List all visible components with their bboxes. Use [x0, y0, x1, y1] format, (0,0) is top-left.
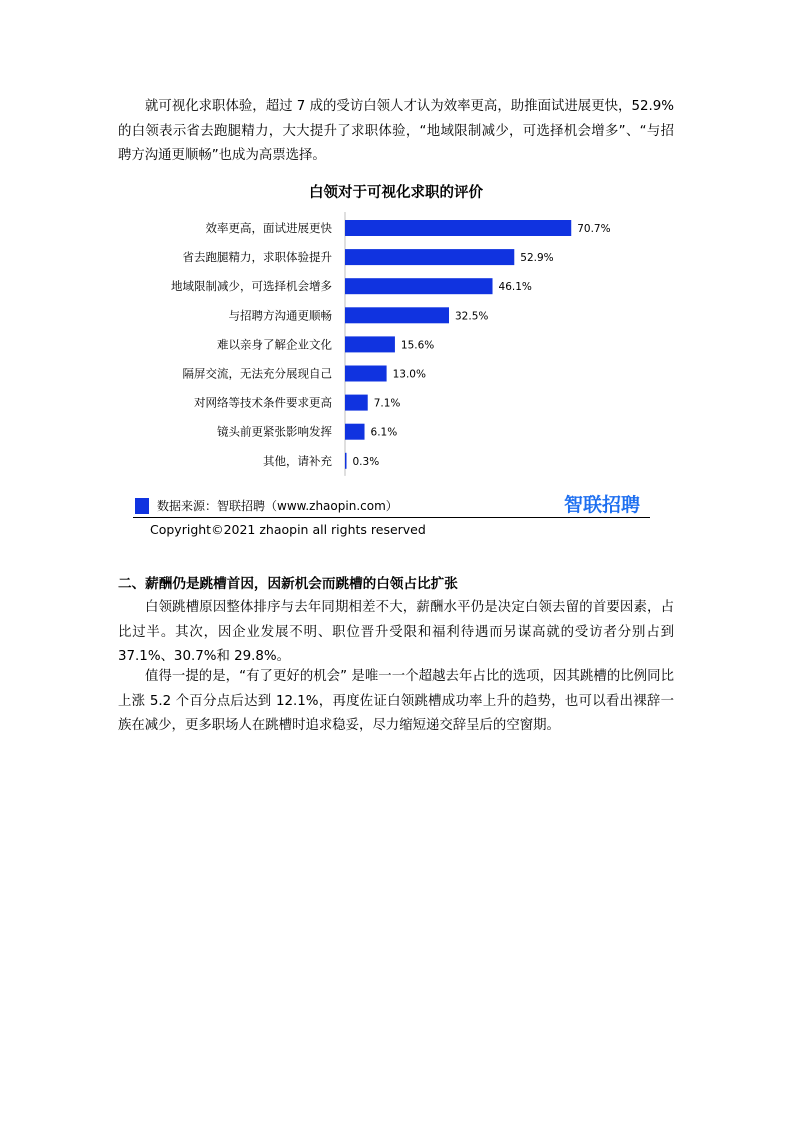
source-label: 数据来源：智联招聘（www.zhaopin.com） [157, 499, 398, 513]
chart-footer-divider [133, 517, 650, 518]
body-paragraph-3: 值得一提的是，“有了更好的机会” 是唯一一个超越去年占比的选项，因其跳槽的比例同比上涨 5.2 个百分点后达到 12.1%，再度佐证白领跳槽成功率上升的趋势，也可以看出裸辞一族在减少，更多职场人在跳槽时追求稳妥，尽力缩短递交辞呈后的空窗期。 [118, 669, 674, 733]
bar [345, 395, 368, 411]
data-label: 52.9% [520, 252, 554, 265]
category-label: 镜头前更紧张影响发挥 [217, 424, 332, 439]
category-label: 隔屏交流，无法充分展现自己 [182, 366, 332, 381]
bar-chart [118, 212, 674, 480]
data-label: 32.5% [455, 310, 489, 323]
legend-swatch [135, 498, 149, 514]
chart-title: 白领对于可视化求职的评价 [309, 185, 483, 201]
bar [345, 307, 449, 323]
data-label: 7.1% [373, 397, 401, 410]
section-heading: 二、薪酬仍是跳槽首因，因新机会而跳槽的白领占比扩张 [118, 576, 458, 592]
category-label: 地域限制减少，可选择机会增多 [171, 279, 332, 294]
bar [345, 424, 365, 440]
data-label: 15.6% [400, 339, 435, 352]
data-label: 6.1% [370, 426, 398, 439]
bar [345, 220, 571, 236]
body-paragraph-2: 白领跳槽原因整体排序与去年同期相差不大，薪酬水平仍是决定白领去留的首要因素，占比过半。其次，因企业发展不明、职位晋升受限和福利待遇而另谋高就的受访者分别占到 37.1%、30.7%和 29.8%。 [118, 600, 674, 664]
bar [345, 366, 387, 382]
bar [345, 453, 347, 469]
category-label: 难以亲身了解企业文化 [217, 337, 332, 352]
bar [345, 336, 395, 352]
data-label: 0.3% [352, 455, 380, 468]
bar [345, 278, 493, 294]
bar [345, 249, 514, 265]
data-label: 13.0% [392, 368, 426, 381]
category-label: 其他，请补充 [263, 453, 332, 468]
zhaopin-logo: 智联招聘 [564, 494, 641, 516]
data-label: 46.1% [498, 281, 532, 294]
category-label: 效率更高，面试进展更快 [205, 221, 332, 235]
intro-paragraph: 就可视化求职体验，超过 7 成的受访白领人才认为效率更高，助推面试进展更快，52.9%的白领表示省去跑腿精力，大大提升了求职体验，“地域限制减少，可选择机会增多”、“与招聘方沟通更顺畅”也成为高票选择。 [118, 99, 674, 163]
category-label: 省去跑腿精力，求职体验提升 [182, 250, 332, 265]
category-label: 与招聘方沟通更顺畅 [228, 308, 332, 323]
copyright-notice: Copyright©2021 zhaopin all rights reserved [150, 522, 426, 537]
category-label: 对网络等技术条件要求更高 [194, 395, 332, 410]
data-label: 70.7% [577, 223, 611, 235]
